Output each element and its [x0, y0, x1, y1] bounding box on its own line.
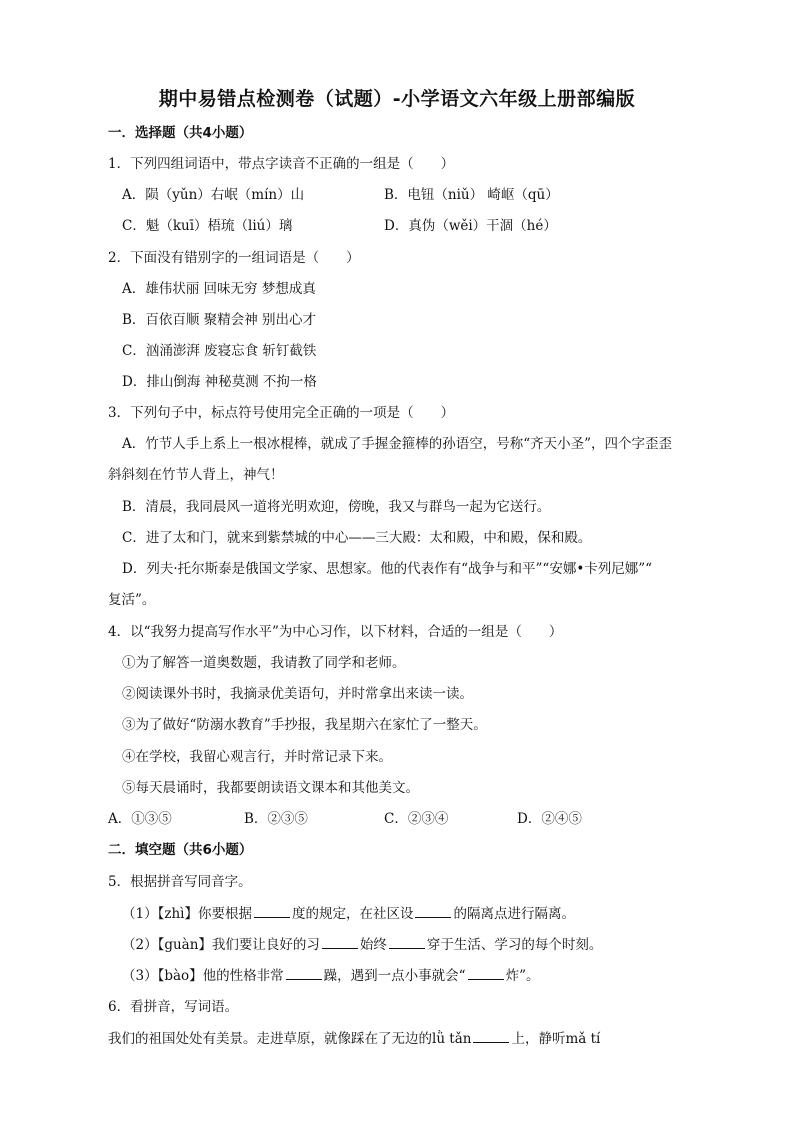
question-6-line-1 [108, 1028, 600, 1049]
question-2-option-b: B．百依百顺 聚精会神 别出心才 [122, 312, 317, 328]
question-6-line-1-part-a: 我们的祖国处处有美景。走进草原，就像踩在了无边的lǜ tǎn [108, 1031, 472, 1047]
question-5-line-3-part-c: 炸”。 [505, 968, 540, 984]
question-4-item-3: ③为了做好“防溺水教育”手抄报，我星期六在家忙了一整天。 [122, 717, 487, 733]
question-1-option-a: A．陨（yǔn）右岷（mín）山 [122, 187, 305, 203]
question-5-line-1-part-a: （1）【zhì】你要根据 [122, 906, 252, 922]
question-4-option-b: B．②③⑤ [244, 811, 308, 827]
page-title: 期中易错点检测卷（试题）-小学语文六年级上册部编版 [158, 88, 636, 110]
answer-blank[interactable] [322, 934, 358, 949]
question-1-option-c: C．魁（kuī）梧琉（liú）璃 [122, 218, 293, 234]
question-2-option-a: A．雄伟状丽 回味无穷 梦想成真 [122, 281, 316, 297]
question-5-line-2-part-b: 始终 [359, 937, 387, 953]
question-5-line-3-part-b: 躁，遇到一点小事就会“ [323, 968, 466, 984]
question-3-option-c: C．进了太和门，就来到紫禁城的中心——三大殿：太和殿，中和殿，保和殿。 [122, 530, 592, 546]
question-2-option-d: D．排山倒海 神秘莫测 不拘一格 [122, 374, 317, 390]
answer-blank[interactable] [415, 903, 451, 918]
question-4-option-d: D．②④⑤ [517, 811, 582, 827]
question-5-line-1-part-c: 的隔离点进行隔离。 [453, 906, 575, 922]
question-1-stem: 1．下列四组词语中，带点字读音不正确的一组是（ ） [108, 156, 455, 172]
question-5-line-3-part-a: （3）【bào】他的性格非常 [122, 968, 284, 984]
question-4-option-c: C．②③④ [384, 811, 449, 827]
question-3-option-a-line1: A．竹节人手上系上一根冰棍棒，就成了手握金箍棒的孙语空，号称“齐天小圣”，四个字歪歪 [122, 436, 673, 452]
question-6-stem: 6．看拼音，写词语。 [108, 999, 239, 1015]
question-1-option-b: B．电钮（niǔ） 崎岖（qū） [384, 187, 559, 203]
question-4-item-2: ②阅读课外书时，我摘录优美语句，并时常拿出来读一读。 [122, 686, 473, 702]
question-5-stem: 5．根据拼音写同音字。 [108, 874, 252, 890]
question-4-item-1: ①为了解答一道奥数题，我请教了同学和老师。 [122, 655, 406, 671]
question-5-line-3 [122, 965, 539, 986]
question-3-option-d-line2: 复活”。 [108, 592, 156, 608]
answer-blank[interactable] [473, 1028, 509, 1043]
answer-blank[interactable] [389, 934, 425, 949]
question-4-item-5: ⑤每天晨诵时，我都要朗读语文课本和其他美文。 [122, 780, 419, 796]
question-2-stem: 2．下面没有错别字的一组词语是（ ） [108, 250, 360, 266]
answer-blank[interactable] [468, 965, 504, 980]
question-4-stem: 4．以“我努力提高写作水平”为中心习作，以下材料，合适的一组是（ ） [108, 624, 563, 640]
answer-blank[interactable] [286, 965, 322, 980]
question-5-line-2 [122, 934, 602, 955]
section-heading-fill: 二．填空题（共6小题） [108, 842, 253, 858]
question-3-option-a-line2: 斜斜刻在竹节人背上，神气！ [108, 467, 284, 483]
question-5-line-2-part-a: （2）【guàn】我们要让良好的习 [122, 937, 320, 953]
answer-blank[interactable] [254, 903, 290, 918]
question-3-stem: 3．下列句子中，标点符号使用完全正确的一项是（ ） [108, 405, 455, 421]
question-5-line-1 [122, 903, 575, 924]
question-6-line-1-part-b: 上，静听mǎ tí [511, 1031, 601, 1047]
question-3-option-b: B．清晨，我同晨风一道将光明欢迎，傍晚，我又与群鸟一起为它送行。 [122, 499, 551, 515]
question-1-option-d: D．真伪（wěi）干涸（hé） [384, 218, 557, 234]
question-4-option-a: A．①③⑤ [108, 811, 172, 827]
question-4-item-4: ④在学校，我留心观言行，并时常记录下来。 [122, 749, 392, 765]
question-5-line-2-part-c: 穿于生活、学习的每个时刻。 [426, 937, 603, 953]
section-heading-choice: 一．选择题（共4小题） [108, 125, 253, 141]
question-5-line-1-part-b: 度的规定，在社区设 [291, 906, 414, 922]
question-3-option-d-line1: D．列夫·托尔斯泰是俄国文学家、思想家。他的代表作有“战争与和平”“安娜•卡列尼娜”“ [122, 561, 653, 577]
question-2-option-c: C．汹涌澎湃 废寝忘食 斩钉截铁 [122, 343, 317, 359]
